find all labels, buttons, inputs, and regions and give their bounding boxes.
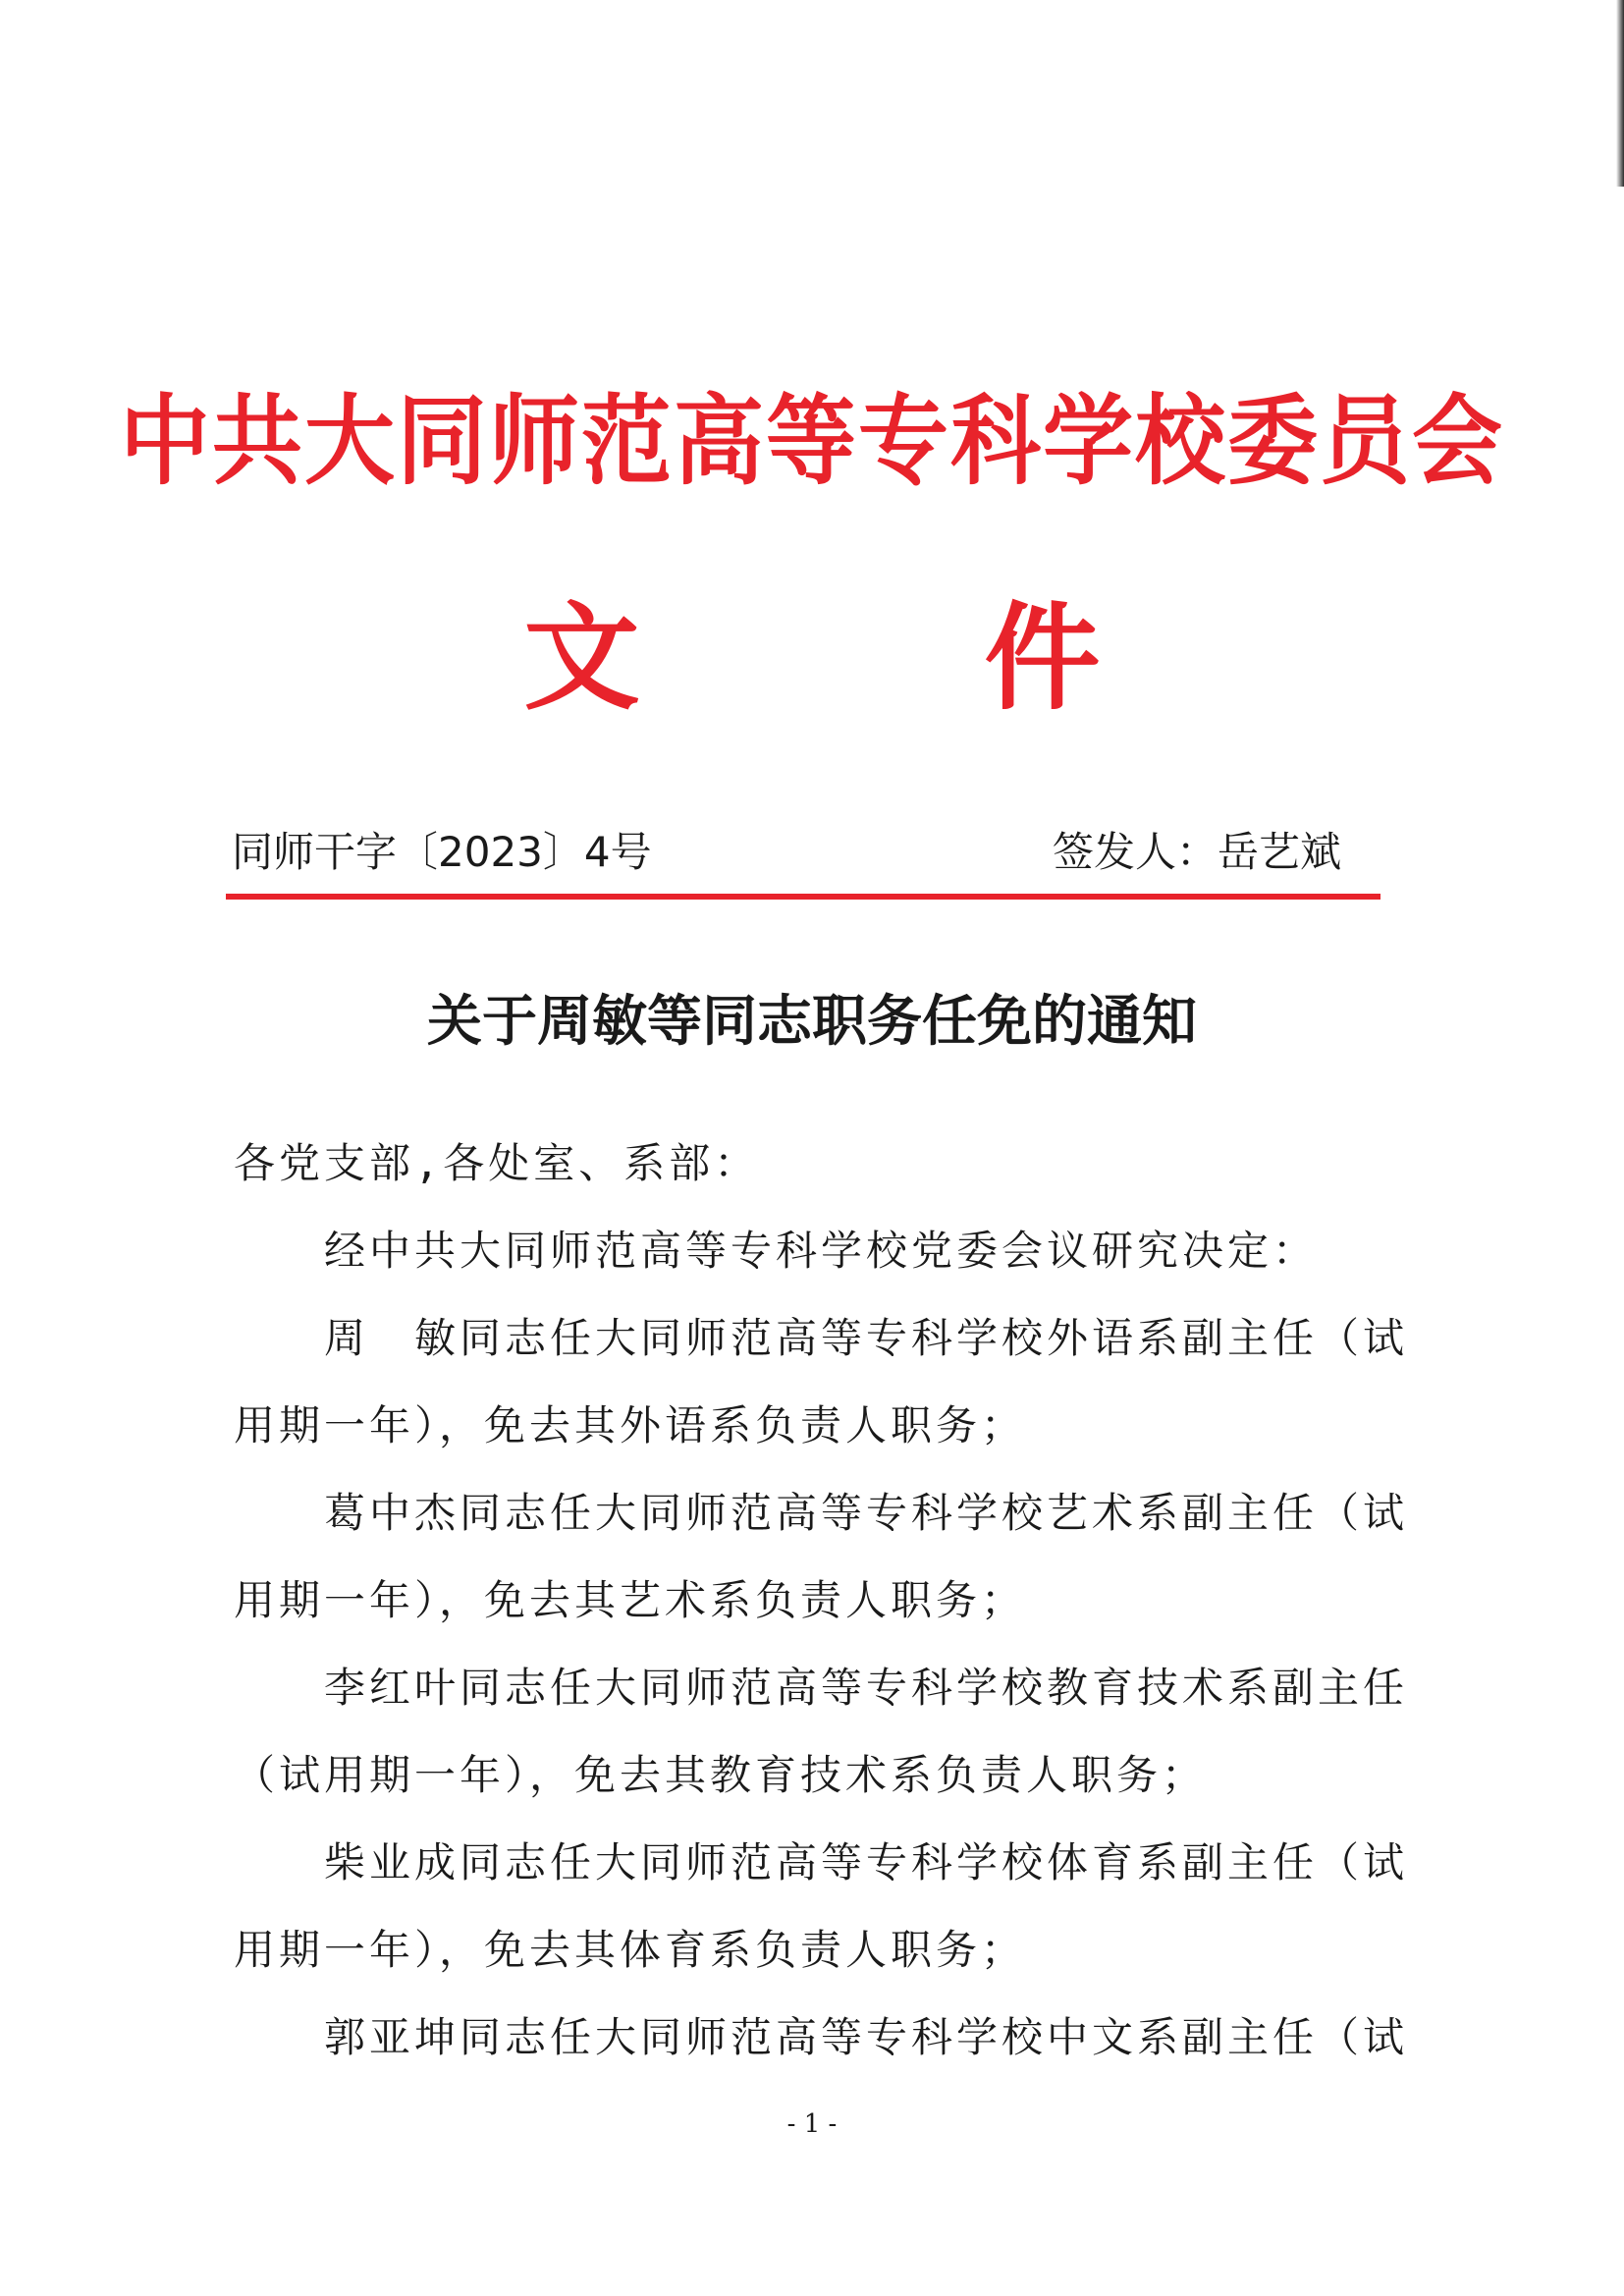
issuing-organization: 中共大同师范高等专科学校委员会 xyxy=(119,384,1504,499)
body-line: 郭亚坤同志任大同师范高等专科学校中文系副主任（试 xyxy=(324,2013,1409,2061)
document-info-row xyxy=(232,823,1377,882)
body-line: 葛中杰同志任大同师范高等专科学校艺术系副主任（试 xyxy=(324,1489,1409,1537)
scan-edge-shadow xyxy=(1616,0,1624,187)
page-number: - 1 - xyxy=(786,2109,838,2139)
body-line: 李红叶同志任大同师范高等专科学校教育技术系副主任 xyxy=(324,1664,1409,1712)
notice-body xyxy=(234,1120,1409,2081)
body-line: 柴业成同志任大同师范高等专科学校体育系副主任（试 xyxy=(324,1838,1409,1886)
body-line: 用期一年），免去其艺术系负责人职务； xyxy=(234,1576,1027,1624)
body-line: 用期一年），免去其外语系负责人职务； xyxy=(234,1401,1027,1449)
recipients-line: 各党支部,各处室、系部： xyxy=(234,1139,760,1187)
notice-title: 关于周敏等同志职务任免的通知 xyxy=(427,989,1197,1054)
document-label: 文 件 xyxy=(523,590,1253,726)
body-line: 用期一年），免去其体育系负责人职务； xyxy=(234,1926,1027,1974)
signer: 签发人：岳艺斌 xyxy=(1052,828,1341,876)
body-line: （试用期一年），免去其教育技术系负责人职务； xyxy=(234,1751,1208,1799)
document-number: 同师干字〔2023〕4号 xyxy=(232,828,652,876)
body-line: 经中共大同师范高等专科学校党委会议研究决定： xyxy=(324,1227,1319,1275)
body-line: 周 敏同志任大同师范高等专科学校外语系副主任（试 xyxy=(324,1314,1409,1362)
red-separator-line xyxy=(226,894,1380,900)
